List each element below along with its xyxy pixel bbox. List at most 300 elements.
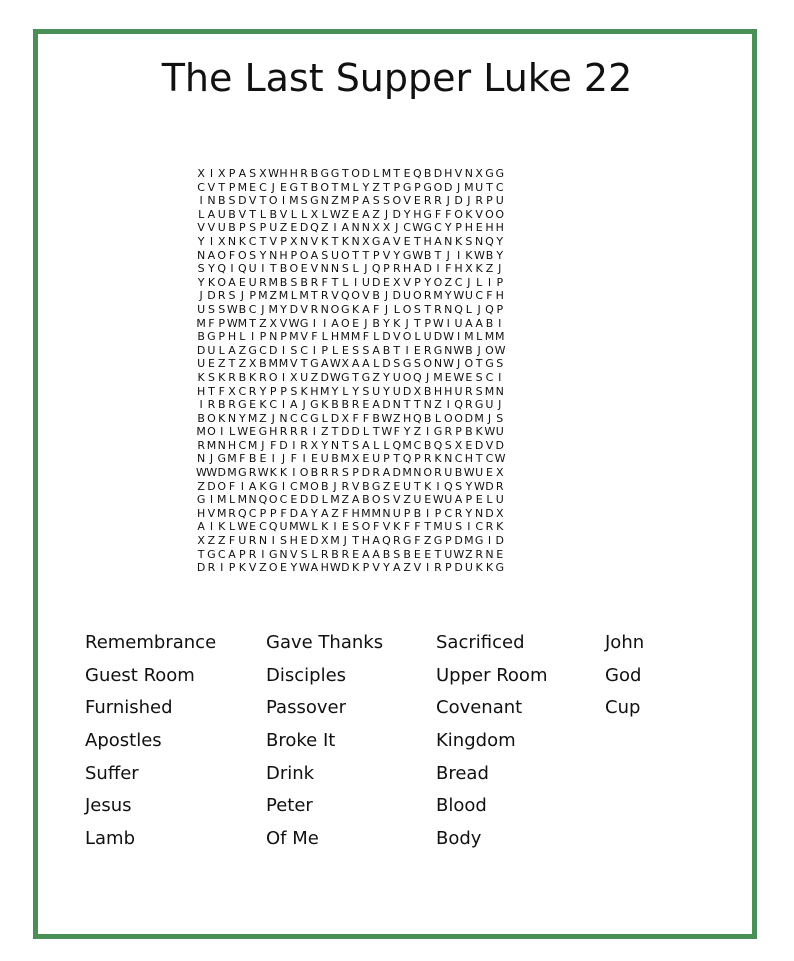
- grid-letter: M: [299, 479, 309, 493]
- grid-letter: X: [269, 316, 277, 330]
- grid-letter: R: [434, 302, 442, 316]
- grid-letter: Q: [258, 493, 268, 507]
- grid-letter: A: [290, 398, 298, 412]
- grid-letter: F: [228, 534, 236, 548]
- grid-letter: A: [238, 167, 247, 180]
- grid-letter: W: [381, 425, 393, 439]
- grid-letter: T: [393, 452, 401, 466]
- grid-letter: G: [207, 547, 216, 561]
- grid-letter: V: [290, 547, 298, 561]
- grid-letter: D: [268, 343, 278, 357]
- grid-letter: D: [454, 534, 463, 548]
- grid-letter: M: [247, 438, 258, 452]
- grid-letter: M: [464, 534, 474, 548]
- word-column: [436, 629, 547, 858]
- grid-letter: Z: [320, 221, 329, 235]
- grid-letter: U: [197, 302, 206, 316]
- grid-letter: Y: [444, 289, 452, 303]
- grid-letter: J: [384, 207, 389, 221]
- grid-letter: V: [454, 167, 463, 180]
- word-column: [266, 629, 383, 858]
- grid-letter: M: [299, 289, 309, 303]
- grid-letter: K: [321, 234, 329, 248]
- grid-letter: T: [383, 180, 390, 194]
- grid-letter: L: [301, 207, 308, 221]
- grid-letter: Y: [383, 384, 390, 398]
- grid-letter: L: [259, 207, 266, 221]
- grid-letter: E: [290, 221, 298, 235]
- grid-letter: N: [423, 398, 432, 412]
- grid-letter: N: [320, 302, 329, 316]
- grid-letter: M: [278, 289, 289, 303]
- grid-letter: D: [361, 466, 371, 480]
- grid-letter: V: [279, 207, 288, 221]
- grid-letter: F: [208, 316, 215, 330]
- grid-letter: R: [392, 262, 401, 276]
- grid-letter: T: [414, 398, 421, 412]
- grid-letter: H: [402, 262, 412, 276]
- grid-letter: K: [218, 370, 226, 384]
- grid-letter: L: [331, 343, 339, 357]
- grid-letter: E: [249, 398, 257, 412]
- grid-letter: Q: [217, 262, 227, 276]
- grid-letter: U: [423, 330, 432, 344]
- grid-letter: P: [280, 234, 287, 248]
- grid-letter: A: [310, 248, 319, 262]
- grid-letter: L: [383, 438, 390, 452]
- grid-letter: C: [279, 493, 288, 507]
- grid-letter: C: [248, 506, 257, 520]
- grid-letter: W: [463, 466, 475, 480]
- grid-letter: Q: [402, 452, 412, 466]
- grid-letter: T: [362, 248, 370, 262]
- grid-letter: N: [227, 411, 237, 425]
- word-column: [605, 629, 644, 727]
- grid-letter: S: [207, 370, 215, 384]
- grid-letter: O: [402, 302, 412, 316]
- grid-letter: S: [341, 262, 349, 276]
- grid-letter: R: [331, 466, 339, 480]
- grid-letter: X: [217, 167, 226, 180]
- grid-letter: B: [372, 316, 380, 330]
- grid-letter: L: [228, 425, 236, 439]
- grid-letter: B: [228, 221, 236, 235]
- grid-letter: G: [402, 180, 412, 194]
- grid-letter: Z: [238, 357, 247, 371]
- grid-letter: U: [444, 493, 453, 507]
- grid-letter: A: [454, 493, 463, 507]
- grid-letter: R: [454, 506, 463, 520]
- grid-letter: J: [343, 534, 347, 548]
- grid-letter: M: [350, 330, 361, 344]
- grid-letter: G: [423, 180, 432, 194]
- grid-letter: D: [289, 302, 299, 316]
- grid-letter: B: [382, 547, 391, 561]
- grid-letter: M: [237, 316, 248, 330]
- grid-letter: U: [475, 466, 484, 480]
- grid-letter: A: [465, 316, 473, 330]
- grid-letter: W: [474, 248, 485, 262]
- grid-letter: Y: [444, 221, 452, 235]
- grid-letter: O: [310, 479, 319, 493]
- grid-letter: F: [414, 520, 421, 534]
- grid-letter: G: [341, 370, 350, 384]
- grid-letter: K: [434, 452, 442, 466]
- grid-letter: D: [351, 425, 360, 439]
- grid-letter: S: [383, 194, 390, 208]
- grid-letter: P: [280, 384, 287, 398]
- grid-letter: C: [238, 384, 247, 398]
- grid-letter: N: [279, 411, 288, 425]
- grid-letter: I: [498, 316, 502, 330]
- grid-letter: D: [495, 438, 504, 452]
- grid-letter: Z: [310, 370, 319, 384]
- grid-letter: T: [197, 547, 205, 561]
- grid-letter: A: [310, 561, 319, 575]
- grid-letter: K: [218, 411, 226, 425]
- grid-letter: M: [433, 520, 443, 534]
- grid-letter: J: [261, 438, 265, 452]
- grid-letter: X: [372, 221, 380, 235]
- grid-letter: P: [352, 194, 359, 208]
- grid-letter: U: [248, 275, 257, 289]
- word-item: Remembrance: [85, 632, 217, 653]
- grid-letter: I: [230, 262, 234, 276]
- grid-letter: V: [362, 289, 370, 303]
- word-item: Blood: [436, 795, 487, 817]
- grid-letter: F: [228, 479, 236, 493]
- grid-letter: M: [278, 357, 289, 371]
- grid-letter: L: [352, 180, 359, 194]
- grid-letter: W: [196, 466, 207, 480]
- grid-letter: I: [209, 167, 214, 180]
- grid-letter: B: [320, 479, 329, 493]
- grid-letter: L: [228, 520, 236, 534]
- grid-letter: X: [362, 234, 370, 248]
- grid-letter: O: [268, 194, 278, 208]
- grid-letter: V: [372, 561, 380, 575]
- grid-letter: I: [436, 479, 440, 493]
- grid-letter: R: [248, 547, 257, 561]
- grid-letter: I: [199, 398, 203, 412]
- grid-letter: V: [382, 520, 391, 534]
- grid-letter: Y: [238, 411, 246, 425]
- grid-letter: W: [329, 561, 341, 575]
- grid-letter: J: [446, 194, 450, 208]
- grid-letter: U: [444, 547, 453, 561]
- grid-letter: I: [312, 316, 317, 330]
- word-item: Kingdom: [436, 730, 516, 752]
- grid-letter: R: [248, 534, 257, 548]
- grid-letter: W: [453, 370, 465, 384]
- grid-letter: F: [403, 520, 411, 534]
- grid-letter: B: [362, 479, 370, 493]
- grid-letter: B: [269, 207, 277, 221]
- grid-letter: D: [444, 180, 453, 194]
- grid-letter: Q: [382, 534, 391, 548]
- grid-letter: E: [280, 180, 287, 194]
- word-item: Bread: [436, 762, 489, 784]
- grid-letter: K: [341, 234, 349, 248]
- grid-letter: C: [485, 370, 494, 384]
- word-item: Drink: [266, 762, 315, 784]
- grid-letter: S: [383, 493, 390, 507]
- grid-letter: S: [290, 275, 298, 289]
- grid-letter: G: [320, 167, 329, 180]
- grid-letter: U: [300, 370, 309, 384]
- grid-letter: H: [351, 506, 360, 520]
- grid-letter: E: [465, 370, 473, 384]
- grid-letter: L: [465, 302, 472, 316]
- grid-letter: J: [271, 180, 275, 194]
- grid-letter: O: [330, 302, 340, 316]
- grid-letter: B: [310, 466, 319, 480]
- grid-letter: C: [269, 398, 278, 412]
- grid-letter: O: [299, 466, 309, 480]
- grid-letter: B: [485, 248, 494, 262]
- grid-letter: R: [372, 466, 381, 480]
- grid-letter: D: [299, 493, 309, 507]
- grid-letter: R: [207, 561, 216, 575]
- grid-letter: D: [382, 357, 391, 371]
- word-item: Guest Room: [85, 664, 195, 686]
- grid-letter: U: [238, 534, 247, 548]
- grid-letter: M: [402, 466, 412, 480]
- grid-letter: S: [249, 248, 257, 262]
- grid-row: [196, 466, 505, 480]
- grid-letter: A: [475, 316, 483, 330]
- grid-letter: E: [249, 180, 257, 194]
- grid-letter: S: [341, 466, 349, 480]
- grid-letter: R: [485, 520, 494, 534]
- grid-row: [196, 398, 505, 412]
- grid-letter: D: [299, 221, 309, 235]
- grid-letter: M: [247, 411, 258, 425]
- grid-letter: G: [268, 479, 278, 493]
- grid-letter: A: [362, 547, 370, 561]
- grid-letter: U: [475, 180, 484, 194]
- grid-letter: Z: [279, 221, 288, 235]
- grid-letter: O: [207, 411, 216, 425]
- grid-letter: G: [310, 357, 319, 371]
- grid-letter: O: [485, 343, 494, 357]
- grid-letter: L: [290, 289, 297, 303]
- grid-letter: W: [484, 425, 496, 439]
- grid-letter: Z: [434, 398, 442, 412]
- grid-letter: A: [248, 479, 257, 493]
- grid-letter: I: [281, 194, 286, 208]
- grid-row: [196, 330, 505, 344]
- grid-letter: N: [269, 330, 278, 344]
- grid-letter: I: [467, 520, 471, 534]
- grid-letter: B: [217, 194, 226, 208]
- grid-letter: R: [423, 452, 432, 466]
- grid-letter: N: [392, 398, 401, 412]
- grid-letter: E: [290, 493, 298, 507]
- grid-letter: J: [302, 398, 306, 412]
- word-item: Cup: [605, 697, 641, 719]
- grid-letter: A: [362, 357, 370, 371]
- grid-letter: I: [498, 370, 502, 384]
- grid-letter: K: [485, 561, 494, 575]
- grid-letter: M: [268, 357, 278, 371]
- grid-letter: I: [456, 248, 461, 262]
- grid-letter: M: [319, 384, 330, 398]
- grid-letter: R: [465, 398, 473, 412]
- grid-letter: L: [321, 207, 328, 221]
- letter-grid: [196, 167, 505, 575]
- grid-letter: I: [333, 221, 337, 235]
- grid-letter: J: [240, 289, 244, 303]
- grid-letter: A: [393, 561, 401, 575]
- grid-letter: Z: [269, 289, 277, 303]
- grid-letter: L: [321, 493, 328, 507]
- grid-letter: W: [226, 316, 238, 330]
- grid-letter: T: [249, 316, 256, 330]
- grid-letter: Z: [217, 357, 226, 371]
- grid-letter: A: [351, 493, 360, 507]
- grid-letter: O: [351, 289, 360, 303]
- grid-letter: V: [279, 316, 288, 330]
- grid-letter: C: [259, 343, 267, 357]
- grid-letter: Z: [465, 547, 473, 561]
- grid-letter: W: [206, 466, 218, 480]
- grid-letter: G: [207, 330, 216, 344]
- grid-letter: H: [402, 411, 412, 425]
- grid-letter: Z: [382, 479, 391, 493]
- grid-letter: B: [310, 167, 319, 180]
- grid-letter: P: [259, 330, 267, 344]
- grid-letter: M: [330, 493, 340, 507]
- grid-letter: U: [403, 479, 412, 493]
- word-item: John: [605, 632, 645, 653]
- grid-letter: H: [279, 167, 288, 180]
- grid-letter: B: [248, 452, 257, 466]
- grid-letter: L: [476, 275, 483, 289]
- grid-letter: U: [454, 384, 463, 398]
- grid-letter: J: [395, 221, 399, 235]
- word-item: Broke It: [266, 730, 336, 752]
- grid-letter: B: [372, 289, 380, 303]
- grid-letter: Y: [403, 207, 411, 221]
- grid-letter: D: [361, 167, 371, 180]
- grid-letter: S: [496, 357, 504, 371]
- grid-letter: I: [456, 330, 461, 344]
- grid-letter: A: [362, 438, 370, 452]
- grid-letter: D: [310, 534, 319, 548]
- grid-letter: P: [228, 180, 236, 194]
- grid-letter: H: [495, 289, 504, 303]
- grid-letter: G: [474, 398, 484, 412]
- grid-letter: M: [464, 330, 474, 344]
- grid-letter: M: [484, 330, 495, 344]
- word-item: Furnished: [85, 697, 173, 719]
- grid-letter: C: [289, 479, 298, 493]
- grid-letter: B: [403, 547, 411, 561]
- grid-letter: G: [371, 234, 381, 248]
- grid-letter: V: [290, 357, 298, 371]
- grid-letter: W: [453, 547, 465, 561]
- grid-row: [196, 480, 505, 494]
- grid-letter: O: [217, 248, 227, 262]
- grid-letter: T: [434, 547, 442, 561]
- grid-row: [196, 561, 505, 575]
- grid-letter: S: [300, 194, 308, 208]
- grid-letter: N: [197, 248, 206, 262]
- grid-letter: H: [454, 262, 463, 276]
- grid-letter: Z: [259, 411, 267, 425]
- grid-letter: L: [290, 207, 297, 221]
- grid-letter: N: [485, 547, 494, 561]
- grid-letter: O: [299, 248, 309, 262]
- grid-letter: Q: [238, 262, 247, 276]
- grid-letter: J: [456, 180, 461, 194]
- grid-letter: E: [300, 534, 308, 548]
- grid-letter: I: [209, 493, 214, 507]
- grid-letter: F: [239, 452, 246, 466]
- grid-letter: E: [238, 275, 246, 289]
- grid-letter: E: [341, 343, 349, 357]
- grid-letter: H: [289, 534, 298, 548]
- grid-letter: E: [413, 547, 421, 561]
- word-item: Disciples: [266, 664, 347, 686]
- grid-letter: G: [433, 534, 443, 548]
- grid-letter: A: [362, 302, 370, 316]
- grid-letter: V: [207, 221, 216, 235]
- grid-letter: E: [496, 547, 504, 561]
- grid-letter: A: [228, 275, 236, 289]
- grid-letter: I: [312, 343, 317, 357]
- word-item: God: [605, 664, 642, 686]
- grid-letter: B: [423, 384, 432, 398]
- grid-letter: J: [364, 262, 368, 276]
- grid-letter: I: [281, 398, 286, 412]
- word-item: Of Me: [266, 828, 319, 850]
- grid-letter: Z: [341, 493, 350, 507]
- grid-letter: N: [351, 221, 360, 235]
- grid-letter: F: [414, 534, 421, 548]
- grid-letter: H: [227, 330, 237, 344]
- grid-letter: N: [269, 248, 278, 262]
- word-item: Sacrificed: [436, 632, 525, 653]
- grid-letter: Y: [290, 561, 298, 575]
- grid-letter: B: [279, 262, 288, 276]
- grid-letter: X: [382, 221, 391, 235]
- grid-letter: G: [196, 493, 206, 507]
- grid-letter: N: [227, 234, 237, 248]
- grid-letter: K: [321, 520, 329, 534]
- grid-letter: T: [269, 262, 277, 276]
- grid-letter: B: [454, 466, 463, 480]
- grid-letter: E: [475, 493, 483, 507]
- grid-letter: C: [248, 302, 257, 316]
- grid-letter: T: [393, 167, 401, 180]
- grid-letter: W: [494, 452, 506, 466]
- grid-letter: O: [289, 262, 299, 276]
- grid-row: [196, 412, 505, 426]
- grid-letter: H: [320, 561, 329, 575]
- grid-letter: V: [207, 506, 216, 520]
- grid-letter: R: [341, 479, 350, 493]
- grid-letter: O: [207, 425, 216, 439]
- grid-letter: P: [218, 330, 226, 344]
- grid-letter: M: [258, 289, 268, 303]
- grid-letter: Q: [433, 438, 443, 452]
- grid-letter: U: [207, 343, 216, 357]
- grid-letter: S: [207, 302, 215, 316]
- grid-letter: D: [341, 561, 350, 575]
- grid-letter: E: [207, 357, 215, 371]
